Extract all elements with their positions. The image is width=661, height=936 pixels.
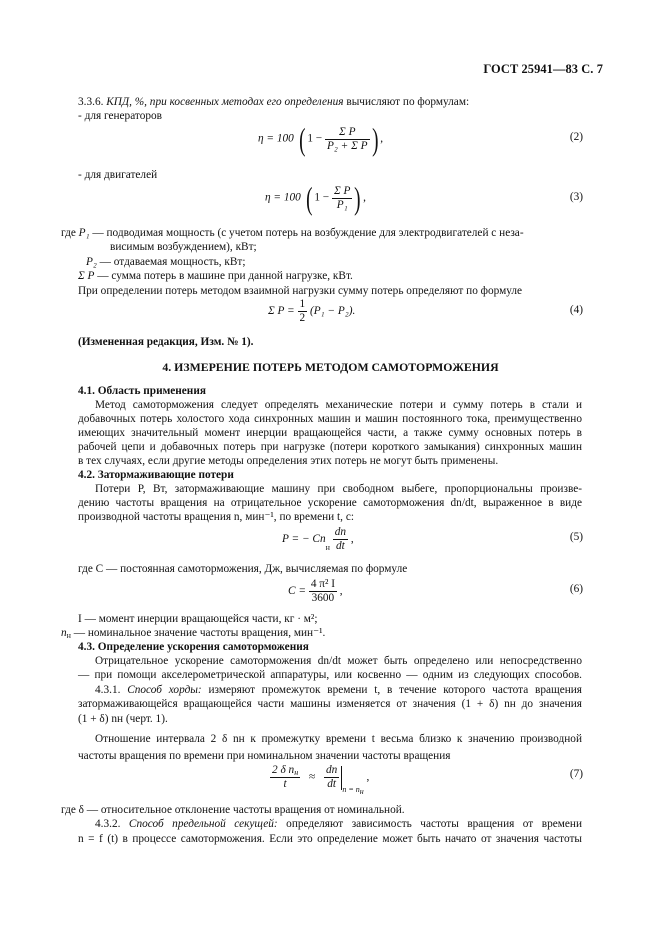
clause-text: определяют зависимость частоты вращения от времени xyxy=(286,818,582,830)
clause-number: 4.3.2. xyxy=(95,818,121,830)
fraction-numerator: Σ P xyxy=(333,184,351,197)
fraction-right xyxy=(324,764,339,791)
amendment-note: (Измененная редакция, Изм. № 1). xyxy=(78,336,254,348)
evaluation-condition xyxy=(342,785,364,797)
one-minus: 1 − xyxy=(314,191,330,204)
fraction-numerator: 4 π² I xyxy=(310,578,335,590)
numerator-text: 2 δ n xyxy=(272,764,295,776)
clause-4-2-title: 4.2. Затормаживающие потери xyxy=(78,469,234,481)
subscript: н xyxy=(294,768,299,777)
clause-4-3-line-2: — при помощи акселерометрической аппаратуры, или косвенно — одним из следующих способов. xyxy=(78,669,582,681)
fraction xyxy=(332,185,352,212)
clause-4-3-line-1: Отрицательное ускорение самоторможения dn/dt может быть определено или непосредственно xyxy=(95,655,582,667)
definition-p2 xyxy=(86,255,245,270)
formula-rhs: (P₁ − P₂). xyxy=(310,304,356,317)
fraction xyxy=(309,578,337,605)
fraction-denominator: 3600 xyxy=(311,592,335,604)
clause-4-2-line-1: Потери P, Вт, затормаживающие машину при свободном выбеге, пропорциональны произве- xyxy=(95,483,582,495)
subscript: н xyxy=(325,543,330,553)
document-header-id: ГОСТ 25941—83 С. 7 xyxy=(483,62,603,76)
fraction-denominator: P₂ + Σ P xyxy=(326,139,368,152)
fraction-numerator: dn xyxy=(334,526,347,538)
formula-5 xyxy=(282,526,354,553)
clause-4-3-2-line-2: n = f (t) в процессе самоторможения. Если это определение может быть начато от значения частоты xyxy=(78,833,582,845)
definition-p1 xyxy=(61,226,583,241)
formula-lhs: η = 100 xyxy=(258,132,294,145)
definition-text: — отдаваемая мощность, кВт; xyxy=(99,256,246,268)
subscript: н xyxy=(66,631,71,640)
clause-4-3-2-line-1 xyxy=(78,817,582,832)
clause-4-3-1-line-1 xyxy=(78,683,582,698)
clause-title: КПД, %, при косвенных методах его определения xyxy=(106,96,344,108)
left-paren: ( xyxy=(298,121,306,157)
clause-text: измеряют промежуток времени t, в течение которого частота вращения xyxy=(208,684,583,696)
fraction-denominator: t xyxy=(283,778,287,790)
equation-number-3: (3) xyxy=(569,191,583,203)
clause-4-3-1-line-2: затормаживающейся вращающейся части машины изменяется от значения (1 + δ) nн до значения xyxy=(78,698,582,710)
one-minus: 1 − xyxy=(307,132,323,145)
fraction-numerator xyxy=(270,764,300,778)
fraction-numerator: 1 xyxy=(299,298,306,310)
formula-lhs: Σ P = xyxy=(268,304,295,317)
symbol-n: n xyxy=(61,627,67,639)
clause-4-1-line-5: в тех случаях, если другие методы определения этих потерь не могут быть применены. xyxy=(78,455,499,467)
clause-4-1-line-4: рабочей цепи и добавочных потерь при нагрузке (потери короткого замыкания) синхронных машин xyxy=(78,441,582,453)
right-paren: ) xyxy=(371,121,379,157)
right-paren: ) xyxy=(354,180,361,216)
symbol-p2: P₂ xyxy=(86,256,97,268)
definition-text: — сумма потерь в машине при данной нагрузке, кВт. xyxy=(97,270,353,282)
clause-4-3-title: 4.3. Определение ускорения самоторможения xyxy=(78,641,309,653)
method-name: Способ предельной секущей: xyxy=(128,818,278,830)
clause-3-3-6 xyxy=(78,95,469,110)
definition-p1-cont: висимым возбуждением), кВт; xyxy=(110,241,257,253)
formula-lhs: η = 100 xyxy=(265,191,301,204)
clause-4-3-1-line-3: (1 + δ) nн (черт. 1). xyxy=(78,713,168,725)
definition-text: — номинальное значение частоты вращения, мин⁻¹. xyxy=(70,627,326,639)
approx-sign: ≈ xyxy=(309,770,316,783)
clause-4-3-1-line-4: Отношение интервала 2 δ nн к промежутку времени t весьма близко к значению производной xyxy=(95,733,582,745)
clause-4-2-line-2: дению частоты вращения на отрицательное ускорение самоторможения dn/dt, выраженное в виде xyxy=(78,497,582,509)
equation-number-2: (2) xyxy=(569,131,583,143)
definition-text: — подводимая мощность (с учетом потерь на возбуждение для электродвигателей с неза- xyxy=(92,227,524,239)
equation-number-5: (5) xyxy=(569,531,583,543)
method-name: Способ хорды: xyxy=(127,684,202,696)
clause-number: 4.3.1. xyxy=(95,684,121,696)
fraction-denominator: 2 xyxy=(299,312,306,324)
fraction-denominator: P₁ xyxy=(336,198,348,211)
formula-lhs: C = xyxy=(288,584,306,597)
fraction xyxy=(325,126,370,153)
fraction-denominator: dt xyxy=(327,778,337,790)
symbol-p1: P₁ xyxy=(78,227,90,239)
formula-tail: , xyxy=(339,584,343,597)
fraction xyxy=(333,526,348,553)
constant-c-definition: где C — постоянная самоторможения, Дж, вычисляемая по формуле xyxy=(78,563,408,575)
formula-tail: , xyxy=(350,532,354,545)
formula-7 xyxy=(270,764,369,797)
fraction-numerator: Σ P xyxy=(325,126,370,140)
formula-lhs: P = − Cn xyxy=(282,532,326,545)
left-paren: ( xyxy=(305,180,313,216)
symbol-sum-p: Σ P xyxy=(78,270,95,282)
subscript: н xyxy=(359,787,364,797)
section-4-heading: 4. ИЗМЕРЕНИЕ ПОТЕРЬ МЕТОДОМ САМОТОРМОЖЕНИЯ xyxy=(162,360,499,374)
nominal-speed-definition xyxy=(61,626,325,641)
formula-tail: , xyxy=(366,770,370,783)
delta-definition: где δ — относительное отклонение частоты вращения от номинальной. xyxy=(61,804,405,816)
formula-3: η = 100 ( 1 − $\frac{\text{Σ P}}{\text{P₁}}$ ) , xyxy=(265,180,366,216)
clause-4-1-title: 4.1. Область применения xyxy=(78,385,206,397)
condition-text: n = n xyxy=(342,785,360,795)
formula-2: η = 100 ( 1 − $\frac{\text{Σ P}}{\text{P₂ + Σ P}}$ ) , xyxy=(258,121,384,157)
mutual-load-text: При определении потерь методом взаимной нагрузки сумму потерь определяют по формуле xyxy=(78,285,523,297)
equation-number-4: (4) xyxy=(569,304,583,316)
equation-number-6: (6) xyxy=(569,583,583,595)
equation-number-7: (7) xyxy=(569,768,583,780)
fraction xyxy=(298,298,308,325)
fraction-denominator: dt xyxy=(335,540,345,552)
generators-label: - для генераторов xyxy=(78,110,162,122)
definition-sum-p xyxy=(78,269,353,284)
clause-4-2-line-3: производной частоты вращения n, мин⁻¹, по времени t, с: xyxy=(78,511,354,523)
formula-6 xyxy=(288,578,343,605)
clause-4-3-1-line-5: частоты вращения по времени при номинальном значении частоты вращения xyxy=(78,750,451,762)
fraction-numerator: dn xyxy=(326,764,338,776)
motors-label: - для двигателей xyxy=(78,169,158,181)
clause-4-1-line-1: Метод самоторможения следует определять механические потери и сумму потерь в стали и xyxy=(95,399,582,411)
formula-4 xyxy=(268,298,355,325)
inertia-definition: I — момент инерции вращающейся части, кг · м²; xyxy=(78,613,318,625)
clause-tail: вычисляют по формулам: xyxy=(346,96,470,108)
clause-4-1-line-2: добавочных потерь холостого хода синхронных машин и машин постоянного тока, преимущественно xyxy=(78,413,582,425)
fraction-left xyxy=(270,764,300,791)
clause-4-1-line-3: имеющих значительный момент инерции вращающейся части, а также сумму основных потерь в xyxy=(78,427,582,439)
clause-number: 3.3.6. xyxy=(78,96,104,108)
where-word: где xyxy=(61,227,76,239)
